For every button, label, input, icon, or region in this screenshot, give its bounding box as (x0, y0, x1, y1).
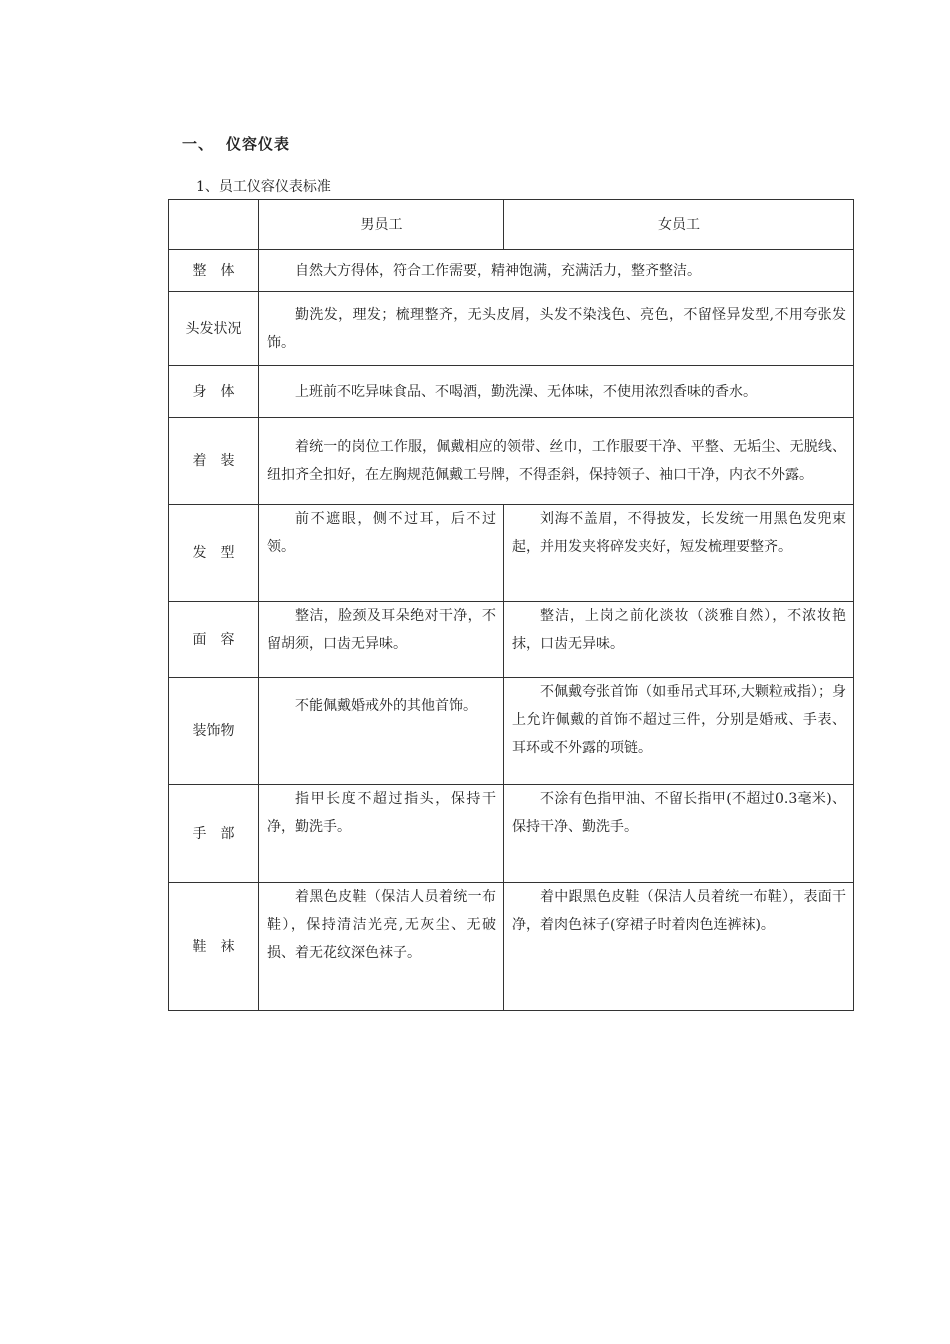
female-text: 刘海不盖眉，不得披发，长发统一用黑色发兜束起，并用发夹将碎发夹好，短发梳理要整齐。 (512, 511, 846, 555)
row-text-content: 着统一的岗位工作服，佩戴相应的领带、丝巾，工作服要干净、平整、无垢尘、无脱线、纽扣齐全扣好，在左胸规范佩戴工号牌，不得歪斜，保持领子、袖口干净，内衣不外露。 (267, 439, 846, 483)
female-text: 不佩戴夸张首饰（如垂吊式耳环,大颗粒戒指）；身上允许佩戴的首饰不超过三件，分别是婚戒、手表、耳环或不外露的项链。 (512, 684, 846, 756)
header-male: 男员工 (259, 200, 504, 250)
table-row (169, 418, 854, 505)
section-heading (182, 133, 290, 154)
row-label: 整 体 (169, 250, 259, 292)
table-row (169, 366, 854, 418)
male-cell (259, 602, 504, 678)
row-label: 身 体 (169, 366, 259, 418)
male-text: 前不遮眼，侧不过耳，后不过领。 (267, 511, 496, 555)
row-label: 鞋 袜 (169, 883, 259, 1011)
table-row (169, 292, 854, 366)
row-text (259, 418, 854, 505)
table-title: 1、员工仪容仪表标准 (196, 179, 331, 195)
row-text-content: 上班前不吃异味食品、不喝酒，勤洗澡、无体味，不使用浓烈香味的香水。 (295, 383, 757, 400)
male-cell (259, 785, 504, 883)
female-cell (504, 678, 854, 785)
table-header-row (169, 200, 854, 250)
row-text (259, 250, 854, 292)
table-row (169, 785, 854, 883)
row-text (259, 366, 854, 418)
row-label: 装饰物 (169, 678, 259, 785)
row-label: 手 部 (169, 785, 259, 883)
table-row (169, 602, 854, 678)
male-text: 指甲长度不超过指头，保持干净，勤洗手。 (267, 791, 496, 835)
table-row (169, 678, 854, 785)
row-label: 发 型 (169, 505, 259, 602)
appearance-standards-table (168, 199, 854, 1011)
section-title: 仪容仪表 (226, 135, 291, 153)
table-row (169, 505, 854, 602)
header-female: 女员工 (504, 200, 854, 250)
female-cell (504, 785, 854, 883)
table-row (169, 883, 854, 1011)
header-empty-cell (169, 200, 259, 250)
row-label: 面 容 (169, 602, 259, 678)
male-text: 着黑色皮鞋（保洁人员着统一布鞋），保持清洁光亮,无灰尘、无破损、着无花纹深色袜子。 (267, 889, 496, 961)
row-text-content: 自然大方得体，符合工作需要，精神饱满，充满活力，整齐整洁。 (295, 262, 701, 279)
female-text: 整洁，上岗之前化淡妆（淡雅自然），不浓妆艳抹，口齿无异味。 (512, 608, 846, 652)
row-label: 着 装 (169, 418, 259, 505)
male-cell (259, 505, 504, 602)
male-cell (259, 678, 504, 785)
section-number: 一、 (182, 135, 215, 153)
row-label: 头发状况 (169, 292, 259, 366)
table-row (169, 250, 854, 292)
female-cell (504, 883, 854, 1011)
male-cell (259, 883, 504, 1011)
female-cell (504, 505, 854, 602)
row-text-content: 勤洗发，理发；梳理整齐，无头皮屑，头发不染浅色、亮色，不留怪异发型,不用夸张发饰。 (267, 306, 846, 351)
row-text (259, 292, 854, 366)
male-text: 不能佩戴婚戒外的其他首饰。 (295, 698, 477, 714)
male-text: 整洁，脸颈及耳朵绝对干净，不留胡须，口齿无异味。 (267, 608, 496, 652)
female-text: 着中跟黑色皮鞋（保洁人员着统一布鞋），表面干净，着肉色袜子(穿裙子时着肉色连裤袜)。 (512, 889, 846, 933)
female-text: 不涂有色指甲油、不留长指甲(不超过0.3毫米)、保持干净、勤洗手。 (512, 791, 846, 835)
female-cell (504, 602, 854, 678)
